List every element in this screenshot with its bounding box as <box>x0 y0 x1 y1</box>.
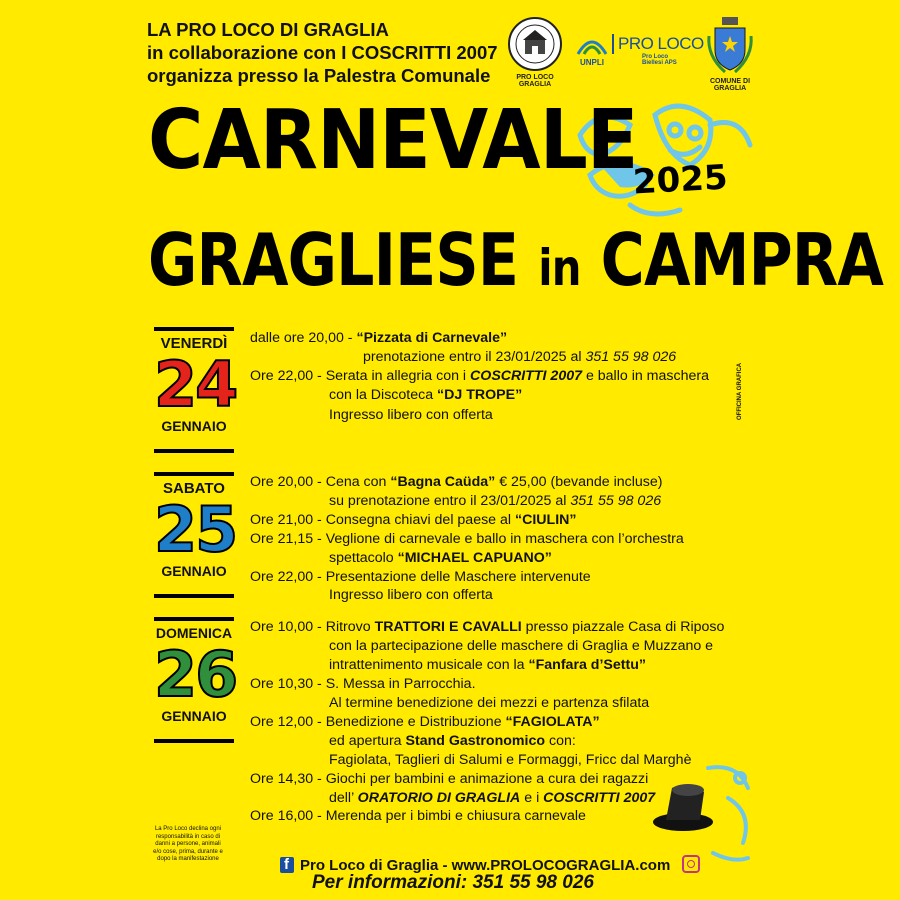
event-line: Ore 21,00 - Consegna chiavi del paese al “CIULIN” <box>250 512 577 528</box>
event-year: 2025 <box>632 157 729 203</box>
day-name: VENERDÌ <box>160 335 228 352</box>
info-label: Per informazioni: <box>312 872 473 893</box>
proloco-seal-icon <box>507 16 563 72</box>
header-line-1: LA PRO LOCO DI GRAGLIA <box>147 19 389 40</box>
day-month: GENNAIO <box>161 418 227 434</box>
coat-of-arms-icon <box>705 16 755 76</box>
footer-website[interactable]: Pro Loco di Graglia - www.PROLOCOGRAGLIA.com <box>300 857 671 874</box>
day-number: 25 <box>154 493 237 566</box>
event-line: Ore 20,00 - Cena con “Bagna Caüda” € 25,00 (bevande incluse) <box>250 474 663 490</box>
event-line: Ore 16,00 - Merenda per i bimbi e chiusura carnevale <box>250 808 586 824</box>
proloco-graglia-caption: PRO LOCO GRAGLIA <box>516 74 554 88</box>
proloco-brand-text: PRO LOCO <box>612 34 692 54</box>
graphic-credit: OFFICINA GRAFICA <box>737 362 743 420</box>
day-name: SABATO <box>163 480 225 497</box>
footer-info-line <box>312 872 594 894</box>
liability-disclaimer: La Pro Loco declina ogni responsabilità in caso di danni a persone, animali e/o cose, prima, durante e dopo la manifestazione <box>153 826 223 862</box>
day-month: GENNAIO <box>161 563 227 579</box>
proloco-sub1: Pro Loco <box>642 54 669 60</box>
event-line: con la partecipazione delle maschere di Graglia e Muzzano e <box>329 638 714 654</box>
event-line: su prenotazione entro il 23/01/2025 al 351 55 98 026 <box>329 493 662 509</box>
title-in: in <box>538 239 581 297</box>
event-line: spettacolo “MICHAEL CAPUANO” <box>329 550 552 566</box>
info-phone[interactable]: 351 55 98 026 <box>472 872 594 893</box>
event-line: Fagiolata, Taglieri di Salumi e Formaggi, Fricc dal Marghè <box>329 752 692 768</box>
event-line: dalle ore 20,00 - “Pizzata di Carnevale” <box>250 330 508 346</box>
event-line: intrattenimento musicale con la “Fanfara d’Settu” <box>329 657 646 673</box>
header-line-2: in collaborazione con I COSCRITTI 2007 <box>147 42 498 63</box>
proloco-sub2: Biellesi APS <box>642 60 677 66</box>
facebook-icon[interactable]: f <box>280 857 294 873</box>
event-line: Ore 22,00 - Presentazione delle Maschere intervenute <box>250 569 591 585</box>
event-line: Ingresso libero con offerta <box>329 407 493 423</box>
comune-logo <box>700 16 760 92</box>
header-line-3: organizza presso la Palestra Comunale <box>147 65 491 86</box>
organizer-header <box>147 18 498 87</box>
day-box-saturday <box>154 472 237 598</box>
event-line: prenotazione entro il 23/01/2025 al 351 55 98 026 <box>363 349 677 365</box>
footer-social-line <box>280 852 700 874</box>
event-line: dell’ ORATORIO DI GRAGLIA e i COSCRITTI 2007 <box>329 790 656 806</box>
day-number: 26 <box>154 638 237 711</box>
day-name: DOMENICA <box>155 625 233 641</box>
event-line: Ingresso libero con offerta <box>329 587 493 603</box>
day-box-friday <box>154 327 237 453</box>
event-line: Ore 14,30 - Giochi per bambini e animazione a cura dei ragazzi <box>250 771 649 787</box>
unpli-icon <box>576 34 608 56</box>
unpli-caption: UNPLI <box>580 58 604 67</box>
event-line: Ore 10,00 - Ritrovo TRATTORI E CAVALLI presso piazzale Casa di Riposo <box>250 619 725 635</box>
title-campra: CAMPRA <box>580 218 884 302</box>
event-line: Ore 12,00 - Benedizione e Distribuzione “FAGIOLATA” <box>250 714 600 730</box>
proloco-graglia-logo <box>500 16 570 88</box>
day-number: 24 <box>154 348 237 421</box>
event-line: Ore 21,15 - Veglione di carnevale e ballo in maschera con l’orchestra <box>250 531 684 547</box>
event-line: ed apertura Stand Gastronomico con: <box>329 733 576 749</box>
event-line: Al termine benedizione dei mezzi e partenza sfilata <box>329 695 650 711</box>
event-line: Ore 22,00 - Serata in allegria con i COSCRITTI 2007 e ballo in maschera <box>250 368 709 384</box>
event-title-line-1: CARNEVALE <box>148 93 638 188</box>
comune-caption: COMUNE DI GRAGLIA <box>709 78 751 92</box>
event-title-line-2 <box>148 218 884 306</box>
event-line: Ore 10,30 - S. Messa in Parrocchia. <box>250 676 476 692</box>
event-line: con la Discoteca “DJ TROPE” <box>329 387 523 403</box>
day-month: GENNAIO <box>161 708 227 724</box>
title-gragliese: GRAGLIESE <box>148 218 539 302</box>
day-box-sunday <box>154 617 237 743</box>
unpli-logo <box>573 34 611 67</box>
proloco-brand-logo <box>612 34 704 66</box>
instagram-icon[interactable] <box>682 855 700 873</box>
